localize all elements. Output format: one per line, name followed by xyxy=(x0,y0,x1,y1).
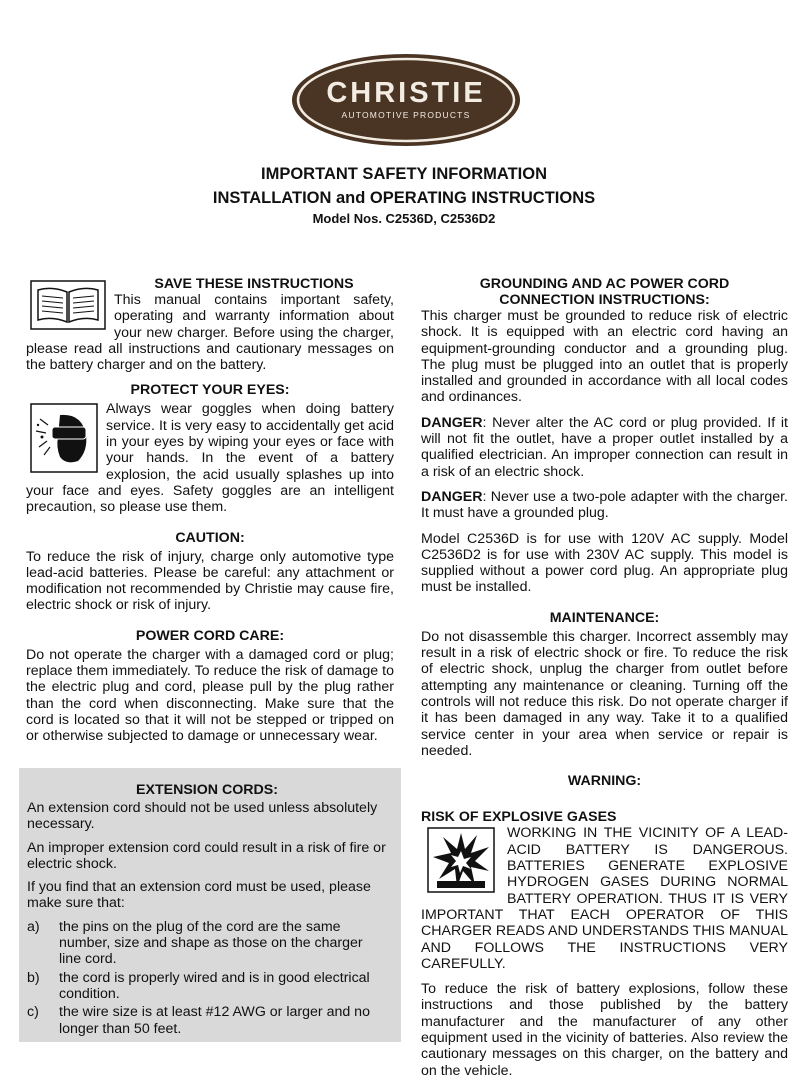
grounding-title-line2: CONNECTION INSTRUCTIONS: xyxy=(499,292,710,308)
save-instructions-title: SAVE THESE INSTRUCTIONS xyxy=(154,276,354,292)
power-cord-section xyxy=(26,628,394,745)
caution-section xyxy=(26,530,394,614)
save-instructions-section xyxy=(26,276,394,373)
christie-logo xyxy=(290,52,522,148)
danger-alter-section xyxy=(421,415,788,480)
warning-title: WARNING: xyxy=(567,773,642,790)
model-numbers: Model Nos. C2536D, C2536D2 xyxy=(312,211,496,226)
logo-brand: CHRISTIE xyxy=(326,77,486,109)
explosion-icon xyxy=(427,827,495,893)
list-item: b) the cord is properly wired and is in good electrical condition. xyxy=(27,969,370,1002)
danger-alter-text: : Never alter the AC cord or plug provided. If it will not fit the outlet, have a proper outlet installed by a qualified electrician. An improper connection can result in a risk of an electric shock. xyxy=(421,414,788,480)
extension-p3: If you find that an extension cord must be used, please make sure that: xyxy=(27,879,371,912)
list-item: a) the pins on the plug of the cord are the same number, size and shape as those on the charger line cord. xyxy=(27,918,363,968)
extension-p2: An improper extension cord could result in a risk of fire or electric shock. xyxy=(27,839,386,872)
model-supply-text: Model C2536D is for use with 120V AC supply. Model C2536D2 is for use with 230V AC supply. This model is supplied without a power cord plug. An appropriate plug must be installed. xyxy=(421,530,788,596)
extension-p1: An extension cord should not be used unless absolutely necessary. xyxy=(27,800,378,833)
grounding-title-line1: GROUNDING AND AC POWER CORD xyxy=(479,276,730,292)
maintenance-title: MAINTENANCE: xyxy=(549,609,660,626)
final-section xyxy=(421,981,788,1079)
protect-eyes-title: PROTECT YOUR EYES: xyxy=(130,382,290,399)
title-safety: IMPORTANT SAFETY INFORMATION xyxy=(261,165,547,183)
maintenance-section xyxy=(421,610,788,759)
extension-cords-box xyxy=(19,768,401,1042)
caution-text: To reduce the risk of injury, charge only automotive type lead-acid batteries. Please be careful: any attachment or modification not recommended by Christie may cause fire, electric shock or risk of injury. xyxy=(26,548,394,614)
danger-label: DANGER xyxy=(421,488,483,505)
model-supply-section xyxy=(421,531,788,596)
list-item: c) the wire size is at least #12 AWG or larger and no longer than 50 feet. xyxy=(27,1004,370,1037)
title-instructions: INSTALLATION and OPERATING INSTRUCTIONS xyxy=(212,189,596,207)
risk-title: RISK OF EXPLOSIVE GASES xyxy=(421,809,617,826)
open-book-icon xyxy=(30,280,106,330)
save-instructions-text: This manual contains important safety, operating and warranty information about your new charger. Before using the charger, please read all instructions and cautionary messages on the battery charger and on the battery. xyxy=(26,292,394,374)
grounding-section xyxy=(421,276,788,406)
right-column xyxy=(421,276,788,1088)
danger-adapter-section xyxy=(421,489,788,522)
risk-text: WORKING IN THE VICINITY OF A LEAD-ACID BATTERY IS DANGEROUS. BATTERIES GENERATE EXPLOSIVE HYDROGEN GASES DURING NORMAL BATTERY OPERATION. THUS IT IS VERY IMPORTANT THAT EACH OPERATOR OF THIS CHARGER READS AND UNDERSTANDS THIS MANUAL AND FOLLOWS THE INSTRUCTIONS VERY CAREFULLY. xyxy=(421,825,788,972)
risk-section xyxy=(421,809,788,972)
warning-section xyxy=(421,773,788,789)
protect-eyes-text: Always wear goggles when doing battery service. It is very easy to accidentally get acid in your eyes by wiping your eyes or face with your hands. In the event of a battery explosion, the acid usually splashes up into your face and eyes. Safety goggles are an intelligent precaution, so please use them. xyxy=(26,401,394,516)
goggles-face-icon xyxy=(30,403,98,473)
caution-title: CAUTION: xyxy=(175,529,245,546)
power-cord-text: Do not operate the charger with a damaged cord or plug; replace them immediately. To reduce the risk of damage to the electric plug and cord, please pull by the plug rather than the cord when disconnecting. Make sure that the cord is located so that it will not be stepped or tripped on or otherwise subjected to damage or unnecessary wear. xyxy=(26,646,394,745)
danger-label: DANGER xyxy=(421,414,483,431)
extension-cords-title: EXTENSION CORDS: xyxy=(136,782,278,798)
power-cord-title: POWER CORD CARE: xyxy=(135,627,285,644)
logo-tagline: AUTOMOTIVE PRODUCTS xyxy=(341,110,471,120)
danger-adapter-text: : Never use a two-pole adapter with the charger. It must have a grounded plug. xyxy=(421,488,788,522)
maintenance-text: Do not disassemble this charger. Incorrect assembly may result in a risk of electric shock or fire. To reduce the risk of electric shock, unplug the charger from outlet before attempting any maintenance or cleaning. Turning off the controls will not reduce this risk. Do not operate charger if it has been damaged in any way. Take it to a qualified service center in your area when service or repair is needed. xyxy=(421,628,788,759)
left-column xyxy=(26,276,394,754)
grounding-text: This charger must be grounded to reduce risk of electric shock. It is equipped with an electric cord having an equipment-grounding conductor and a grounding plug. The plug must be plugged into an outlet that is properly installed and grounded in accordance with all local codes and ordinances. xyxy=(421,308,788,406)
document-header xyxy=(0,163,808,227)
protect-eyes-section xyxy=(26,382,394,515)
final-text: To reduce the risk of battery explosions, follow these instructions and those published by the battery manufacturer and the manufacturer of any other equipment used in the vicinity of batteries. Also review the cautionary messages on this charger, on the battery and on the vehicle. xyxy=(421,981,788,1079)
